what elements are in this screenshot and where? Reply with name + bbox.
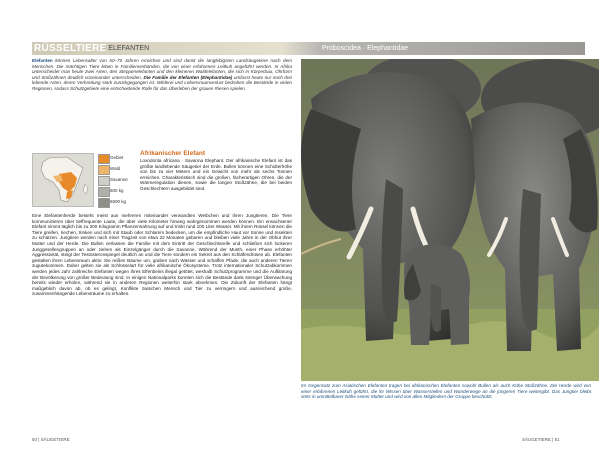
- legend-item: Savanne: [98, 175, 128, 185]
- elephant-herd-image: [301, 59, 599, 381]
- page-number-right: SÄUGETIERE | 51: [522, 437, 560, 442]
- elephant-photo: [301, 59, 599, 381]
- intro-lead: Elefanten: [32, 58, 53, 63]
- species-box-text: Loxodonta africana · Savanna Elephant. Der afrikanische Elefant ist das größte landlebende Säugetier der Erde. Bullen können eine Schulterhöhe von bis zu vier Metern und ein Gewicht von mehr als sechs Tonnen erreichen. Charakteristisch sind die großen, fächerartigen Ohren, die der Wärmeregulation dienen, sowie die langen Stoßzähne, die bei beiden Geschlechtern ausgebildet sind.: [140, 158, 292, 191]
- species-box-title: Afrikanischer Elefant: [140, 150, 206, 157]
- legend-item: 800 kg: [98, 186, 128, 196]
- intro-paragraph: [32, 58, 292, 138]
- body-paragraph: Eine Elefantenherde besteht meist aus mehreren miteinander verwandten Weibchen und ihren Jungtieren. Die Tiere kommunizieren über tieffrequente Laute, die über viele Kilometer hinweg wahrgenommen werden können. Ein erwachsener Elefant nimmt täglich bis zu 200 Kilogramm Pflanzennahrung auf und trinkt rund 100 Liter Wasser. Mit ihrem Rüssel können die Tiere greifen, riechen, trinken und sich mit Staub oder Schlamm bedecken, um die empfindliche Haut vor Sonne und Insekten zu schützen. Jungtiere werden nach einer Tragzeit von etwa 22 Monaten geboren und bleiben viele Jahre in der Obhut ihrer Mutter und der Herde. Die Bullen verlassen die Familie mit dem Eintritt der Geschlechtsreife und schließen sich lockeren Junggesellengruppen an oder ziehen als Einzelgänger durch die Savanne. Während der Musth, einer Phase erhöhter Aggressivität, steigt der Testosteronspiegel deutlich an und die Tiere sondern ein Sekret aus den Schläfendrüsen ab. Elefanten gestalten ihren Lebensraum aktiv: Sie reißen Bäume um, graben nach Wasser und schaffen Pfade, die auch anderen Tieren zugutekommen. Daher gelten sie als Schlüsselart für viele afrikanische Ökosysteme. Trotz internationaler Schutzabkommen werden jedes Jahr zahlreiche Elefanten wegen ihres Elfenbeins illegal getötet, weshalb Schutzprogramme und die Aufklärung der Bevölkerung von großer Bedeutung sind. In einigen Nationalparks konnten sich die Bestände dank strenger Überwachung bereits wieder erholen, während sie in anderen Regionen weiterhin stark abnehmen. Die Zukunft der Elefanten hängt maßgeblich davon ab, ob es gelingt, Konflikte zwischen Mensch und Tier zu verringern und ausreichend große, zusammenhängende Lebensräume zu erhalten.: [32, 213, 292, 297]
- elephant-silhouette-icon: [98, 198, 110, 208]
- elephant-silhouette-icon: [98, 187, 110, 197]
- legend-item: Wald: [98, 164, 128, 174]
- taxonomy-title: Proboscidea · Elephantidae: [322, 45, 409, 52]
- page-number-left: 50 | SÄUGETIERE: [32, 437, 70, 442]
- map-legend: [92, 153, 128, 208]
- intro-text-1: können Lebensalter von 60–70 Jahren erreichen und sind damit die langlebigsten Landsäugetiere nach dem Menschen. Die mächtigen Tiere leben in Familienverbänden, die von einer erfahrenen Leitkuh angeführt werden. In Afrika unterscheidet man heute zwei Arten, den Steppenelefanten und den kleineren Waldelefanten, die sich in Körperbau, Ohrform und Stoßzähnen deutlich voneinander unterscheiden.: [32, 58, 292, 80]
- legend-item: Gebiet: [98, 153, 128, 163]
- intro-emphasis: Die Familie der Elefanten (Elephantidae): [141, 74, 233, 80]
- intro-text-2: umfasst heute nur noch drei lebende Arten, deren Verbreitung stark zurückgegangen ist. Wilderei und Lebensraumverlust bedrohen die Bestände in vielen Regionen, sodass Schutzgebiete eine entscheidende Rolle für das Überleben der grauen Riesen spielen.: [32, 74, 292, 91]
- photo-caption: Im Gegensatz zum Asiatischen Elefanten tragen bei afrikanischen Elefanten sowohl Bullen als auch Kühe Stoßzähne. Die Herde wird von einer erfahrenen Leitkuh geführt, die ihr Wissen über Wasserstellen und Wanderwege an die jüngeren Tiere weitergibt. Das Jungtier bleibt stets in unmittelbarer Nähe seiner Mutter und wird von allen Mitgliedern der Gruppe beschützt.: [301, 383, 591, 400]
- section-header: [32, 42, 585, 55]
- africa-map-icon: [33, 154, 93, 206]
- section-title: RÜSSELTIERE: [34, 43, 107, 54]
- distribution-map: [32, 153, 94, 207]
- section-subtitle: · ELEFANTEN: [104, 45, 150, 52]
- legend-item: 6500 kg: [98, 197, 128, 207]
